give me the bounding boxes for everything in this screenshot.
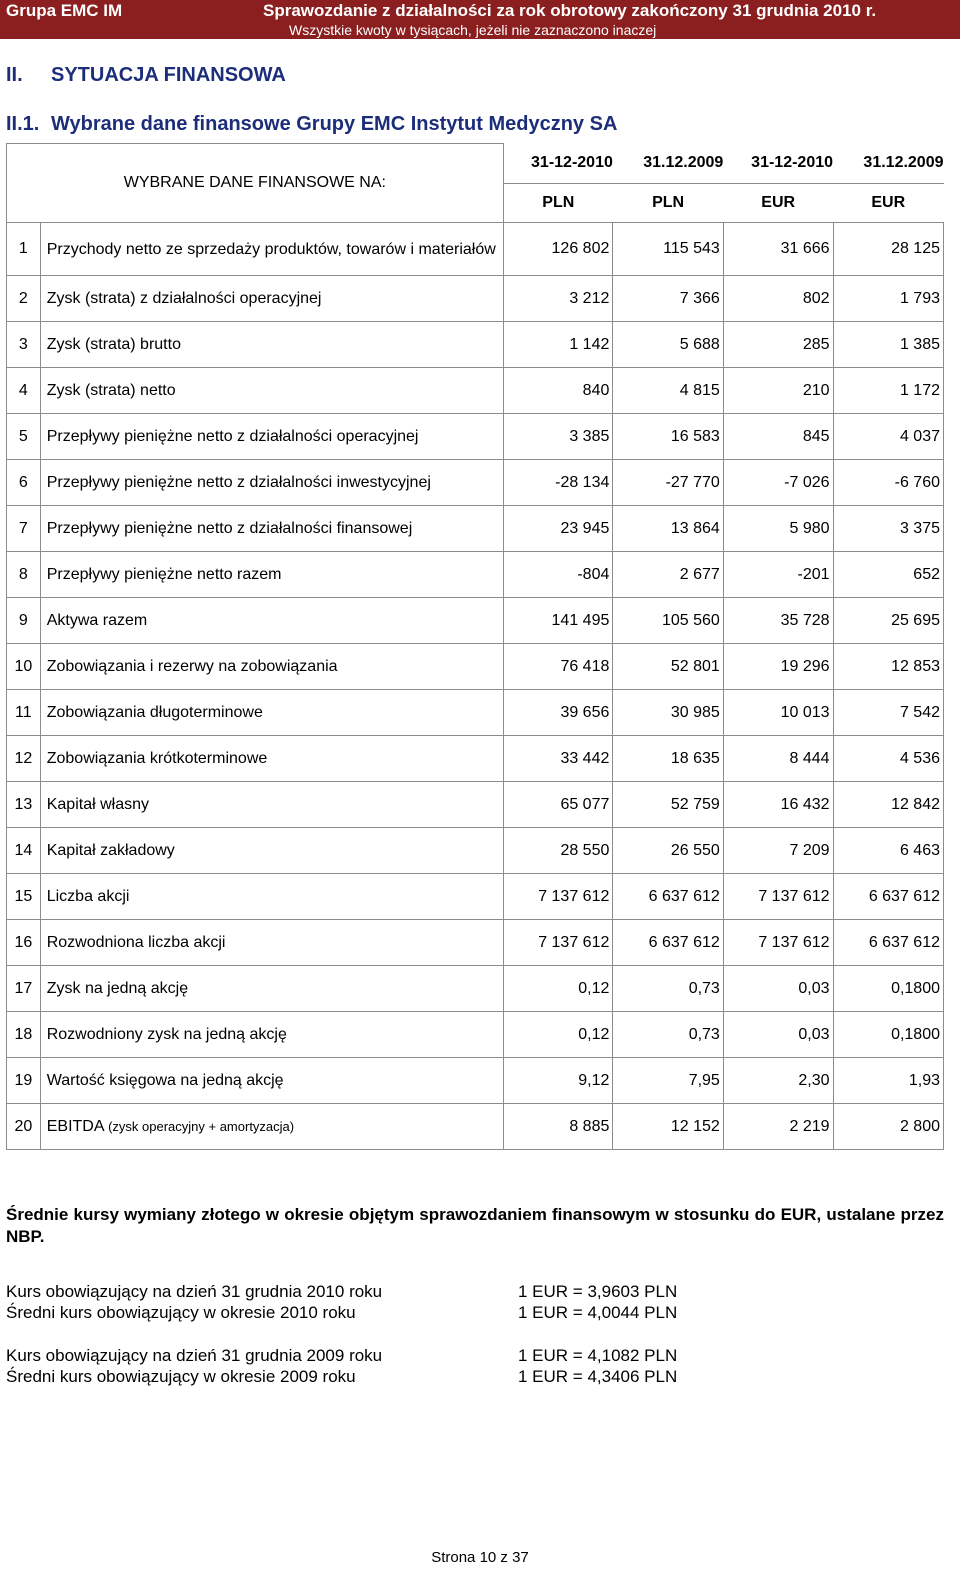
page-number: Strona 10 z 37 xyxy=(431,1549,529,1566)
row-value: 23 945 xyxy=(503,506,613,552)
row-value: 7 137 612 xyxy=(503,874,613,920)
row-value: 13 864 xyxy=(613,506,723,552)
exchange-rate-row xyxy=(6,1282,944,1304)
row-value: 1 172 xyxy=(833,368,943,414)
row-description-text: Zysk (strata) brutto xyxy=(46,335,181,353)
row-value: 141 495 xyxy=(503,598,613,644)
row-description xyxy=(40,506,503,552)
row-description xyxy=(40,460,503,506)
row-number: 20 xyxy=(7,1104,41,1150)
row-number: 10 xyxy=(7,644,41,690)
row-description xyxy=(40,1104,503,1150)
row-value: 7 137 612 xyxy=(503,920,613,966)
row-value: 3 375 xyxy=(833,506,943,552)
header-date: 31.12.2009 xyxy=(613,144,723,184)
row-value: 0,1800 xyxy=(833,1012,943,1058)
row-value: 6 463 xyxy=(833,828,943,874)
row-value: 126 802 xyxy=(503,223,613,276)
row-value: -27 770 xyxy=(613,460,723,506)
table-row xyxy=(7,966,944,1012)
row-description-text: Zobowiązania i rezerwy na zobowiązania xyxy=(46,657,338,675)
row-description xyxy=(40,414,503,460)
row-value: 10 013 xyxy=(723,690,833,736)
row-value: 2 800 xyxy=(833,1104,943,1150)
row-number: 4 xyxy=(7,368,41,414)
subsection-number: II.1. xyxy=(6,113,40,135)
report-title: Sprawozdanie z działalności za rok obrotowy zakończony 31 grudnia 2010 r. xyxy=(263,1,877,20)
row-value: -28 134 xyxy=(503,460,613,506)
row-description xyxy=(40,223,503,276)
row-number: 17 xyxy=(7,966,41,1012)
row-value: 7 137 612 xyxy=(723,874,833,920)
row-description-text: Kapitał własny xyxy=(46,795,149,813)
row-value: 31 666 xyxy=(723,223,833,276)
header-date: 31-12-2010 xyxy=(723,144,833,184)
row-value: 652 xyxy=(833,552,943,598)
table-row xyxy=(7,223,944,276)
row-value: 76 418 xyxy=(503,644,613,690)
exchange-rate-row xyxy=(6,1303,944,1325)
row-value: 6 637 612 xyxy=(613,920,723,966)
exchange-rate-label: Kurs obowiązujący na dzień 31 grudnia 2010 roku xyxy=(6,1282,383,1301)
row-description xyxy=(40,276,503,322)
table-row xyxy=(7,506,944,552)
table-row xyxy=(7,1012,944,1058)
row-description-text: Rozwodniona liczba akcji xyxy=(46,933,226,951)
row-description xyxy=(40,736,503,782)
row-number: 13 xyxy=(7,782,41,828)
row-description-text: Przepływy pieniężne netto razem xyxy=(46,565,282,583)
row-value: 2 677 xyxy=(613,552,723,598)
row-value: 52 801 xyxy=(613,644,723,690)
row-value: 1 385 xyxy=(833,322,943,368)
row-description-text: Wartość księgowa na jedną akcję xyxy=(46,1071,284,1089)
row-value: 7 366 xyxy=(613,276,723,322)
exchange-rate-value: 1 EUR = 3,9603 PLN xyxy=(518,1282,678,1301)
row-value: 0,12 xyxy=(503,966,613,1012)
row-description xyxy=(40,874,503,920)
header-currency: EUR xyxy=(723,184,833,223)
row-value: 210 xyxy=(723,368,833,414)
table-row xyxy=(7,276,944,322)
row-description-text: Zobowiązania długoterminowe xyxy=(46,703,263,721)
header-currency: EUR xyxy=(833,184,943,223)
row-description xyxy=(40,690,503,736)
row-number: 1 xyxy=(7,223,41,276)
row-number: 7 xyxy=(7,506,41,552)
row-number: 3 xyxy=(7,322,41,368)
row-value: 12 853 xyxy=(833,644,943,690)
row-number: 12 xyxy=(7,736,41,782)
table-row xyxy=(7,1058,944,1104)
row-description xyxy=(40,782,503,828)
row-value: 35 728 xyxy=(723,598,833,644)
row-value: 4 037 xyxy=(833,414,943,460)
row-description-text: EBITDA xyxy=(46,1117,104,1135)
financial-data-table xyxy=(6,143,944,1150)
row-value: 5 980 xyxy=(723,506,833,552)
row-description-text: Liczba akcji xyxy=(46,887,130,905)
subsection-title: Wybrane dane finansowe Grupy EMC Instytut Medyczny SA xyxy=(51,113,618,135)
row-value: 6 637 612 xyxy=(833,874,943,920)
header-currency: PLN xyxy=(613,184,723,223)
row-value: 802 xyxy=(723,276,833,322)
row-description xyxy=(40,322,503,368)
row-description xyxy=(40,1012,503,1058)
table-row xyxy=(7,322,944,368)
exchange-rate-value: 1 EUR = 4,1082 PLN xyxy=(518,1346,678,1365)
row-description-text: Zysk (strata) z działalności operacyjnej xyxy=(46,289,322,307)
row-value: 28 550 xyxy=(503,828,613,874)
row-value: 8 885 xyxy=(503,1104,613,1150)
row-number: 15 xyxy=(7,874,41,920)
row-value: 2 219 xyxy=(723,1104,833,1150)
row-description xyxy=(40,966,503,1012)
row-value: 7 209 xyxy=(723,828,833,874)
row-description-text: Zysk na jedną akcję xyxy=(46,979,189,997)
header-subbar xyxy=(0,22,960,39)
table-row xyxy=(7,782,944,828)
row-description xyxy=(40,598,503,644)
row-value: 1 793 xyxy=(833,276,943,322)
row-value: 6 637 612 xyxy=(833,920,943,966)
row-number: 11 xyxy=(7,690,41,736)
row-number: 14 xyxy=(7,828,41,874)
exchange-rate-value: 1 EUR = 4,3406 PLN xyxy=(518,1367,678,1386)
section-title: SYTUACJA FINANSOWA xyxy=(51,64,286,86)
table-header-dates xyxy=(7,144,944,184)
row-description xyxy=(40,552,503,598)
table-row xyxy=(7,368,944,414)
row-description xyxy=(40,644,503,690)
row-value: 0,03 xyxy=(723,1012,833,1058)
row-value: 105 560 xyxy=(613,598,723,644)
row-description xyxy=(40,828,503,874)
row-description-text: Przepływy pieniężne netto z działalności finansowej xyxy=(46,519,413,537)
row-number: 9 xyxy=(7,598,41,644)
exchange-rate-value: 1 EUR = 4,0044 PLN xyxy=(518,1303,678,1322)
row-value: 28 125 xyxy=(833,223,943,276)
table-row xyxy=(7,874,944,920)
row-value: 30 985 xyxy=(613,690,723,736)
exchange-rate-label: Kurs obowiązujący na dzień 31 grudnia 2009 roku xyxy=(6,1346,383,1365)
table-row xyxy=(7,690,944,736)
table-row xyxy=(7,1104,944,1150)
row-value: 39 656 xyxy=(503,690,613,736)
row-number: 2 xyxy=(7,276,41,322)
table-row xyxy=(7,828,944,874)
header-bar xyxy=(0,0,960,22)
row-value: 65 077 xyxy=(503,782,613,828)
table-row xyxy=(7,414,944,460)
row-value: 12 842 xyxy=(833,782,943,828)
row-value: 4 536 xyxy=(833,736,943,782)
table-row xyxy=(7,736,944,782)
row-value: 5 688 xyxy=(613,322,723,368)
exchange-rate-row xyxy=(6,1367,944,1389)
row-value: 285 xyxy=(723,322,833,368)
table-row xyxy=(7,552,944,598)
row-description-note: (zysk operacyjny + amortyzacja) xyxy=(108,1118,295,1134)
exchange-rate-row xyxy=(6,1346,944,1368)
row-value: 0,73 xyxy=(613,966,723,1012)
row-value: 16 583 xyxy=(613,414,723,460)
row-value: -6 760 xyxy=(833,460,943,506)
row-value: -201 xyxy=(723,552,833,598)
row-value: 25 695 xyxy=(833,598,943,644)
row-value: 4 815 xyxy=(613,368,723,414)
row-value: 52 759 xyxy=(613,782,723,828)
row-value: 0,73 xyxy=(613,1012,723,1058)
row-value: -804 xyxy=(503,552,613,598)
header-date: 31-12-2010 xyxy=(503,144,613,184)
row-value: 7 542 xyxy=(833,690,943,736)
row-value: 7 137 612 xyxy=(723,920,833,966)
row-number: 6 xyxy=(7,460,41,506)
row-number: 8 xyxy=(7,552,41,598)
row-description-text: Zobowiązania krótkoterminowe xyxy=(46,749,268,767)
row-value: 12 152 xyxy=(613,1104,723,1150)
row-value: -7 026 xyxy=(723,460,833,506)
row-value: 9,12 xyxy=(503,1058,613,1104)
row-description-text: Kapitał zakładowy xyxy=(46,841,175,859)
exchange-rate-label: Średni kurs obowiązujący w okresie 2009 roku xyxy=(6,1367,356,1386)
row-value: 26 550 xyxy=(613,828,723,874)
row-value: 1 142 xyxy=(503,322,613,368)
row-value: 8 444 xyxy=(723,736,833,782)
row-description-text: Przychody netto ze sprzedaży produktów, towarów i materiałów xyxy=(46,240,496,258)
table-title: WYBRANE DANE FINANSOWE NA: xyxy=(7,144,504,223)
row-description-text: Przepływy pieniężne netto z działalności inwestycyjnej xyxy=(46,473,431,491)
row-number: 19 xyxy=(7,1058,41,1104)
company-name: Grupa EMC IM xyxy=(6,1,123,20)
row-value: 19 296 xyxy=(723,644,833,690)
header-currency: PLN xyxy=(503,184,613,223)
row-value: 6 637 612 xyxy=(613,874,723,920)
row-value: 115 543 xyxy=(613,223,723,276)
row-number: 18 xyxy=(7,1012,41,1058)
row-description xyxy=(40,368,503,414)
subsection-heading xyxy=(6,113,617,136)
row-value: 0,1800 xyxy=(833,966,943,1012)
amounts-note: Wszystkie kwoty w tysiącach, jeżeli nie zaznaczono inaczej xyxy=(289,22,657,38)
row-description-text: Rozwodniony zysk na jedną akcję xyxy=(46,1025,287,1043)
row-value: 845 xyxy=(723,414,833,460)
row-value: 16 432 xyxy=(723,782,833,828)
row-description-text: Zysk (strata) netto xyxy=(46,381,176,399)
table-row xyxy=(7,644,944,690)
header-date: 31.12.2009 xyxy=(833,144,943,184)
section-number: II. xyxy=(6,64,23,86)
table-row xyxy=(7,598,944,644)
table-row xyxy=(7,920,944,966)
section-heading xyxy=(6,64,286,87)
row-number: 5 xyxy=(7,414,41,460)
row-value: 2,30 xyxy=(723,1058,833,1104)
table-row xyxy=(7,460,944,506)
row-value: 0,03 xyxy=(723,966,833,1012)
exchange-rates-title: Średnie kursy wymiany złotego w okresie objętym sprawozdaniem finansowym w stosunku do EUR, ustalane przez NBP. xyxy=(6,1205,944,1246)
row-description-text: Aktywa razem xyxy=(46,611,148,629)
row-description-text: Przepływy pieniężne netto z działalności operacyjnej xyxy=(46,427,419,445)
row-value: 3 385 xyxy=(503,414,613,460)
row-description xyxy=(40,1058,503,1104)
row-description xyxy=(40,920,503,966)
row-value: 1,93 xyxy=(833,1058,943,1104)
row-value: 0,12 xyxy=(503,1012,613,1058)
row-value: 3 212 xyxy=(503,276,613,322)
row-value: 33 442 xyxy=(503,736,613,782)
row-value: 840 xyxy=(503,368,613,414)
exchange-rate-label: Średni kurs obowiązujący w okresie 2010 roku xyxy=(6,1303,356,1322)
row-number: 16 xyxy=(7,920,41,966)
row-value: 18 635 xyxy=(613,736,723,782)
row-value: 7,95 xyxy=(613,1058,723,1104)
